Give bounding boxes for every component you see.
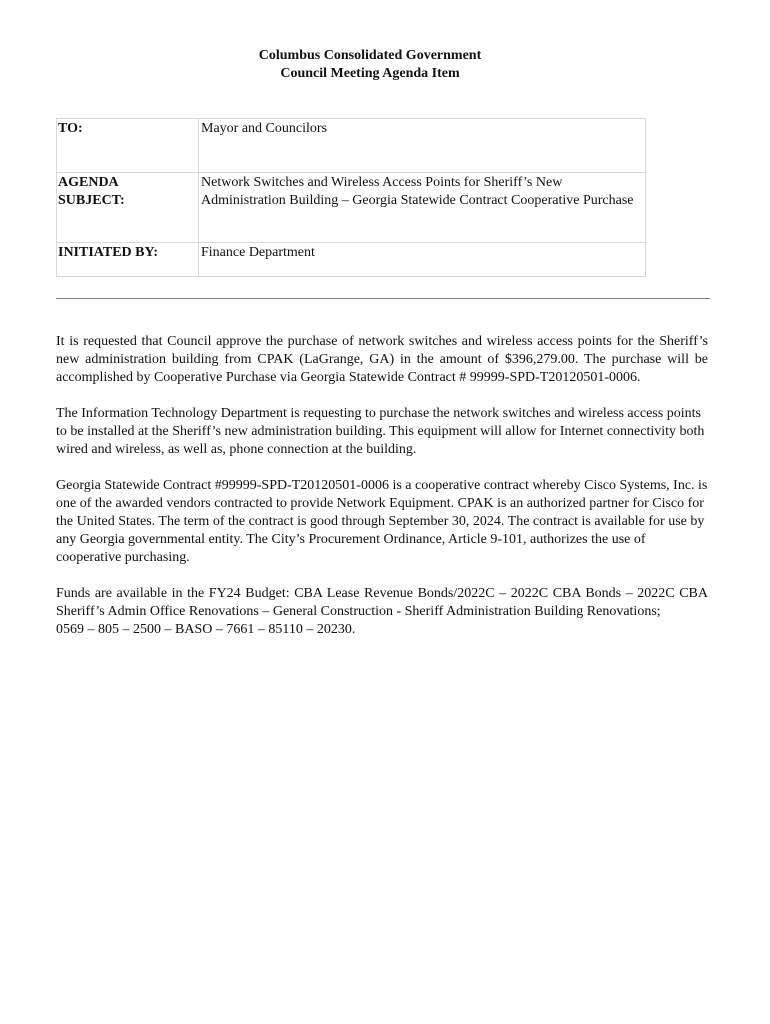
organization-title: Columbus Consolidated Government [258, 48, 482, 63]
agenda-info-table [56, 118, 646, 277]
to-label: TO: [57, 119, 199, 173]
paragraph-it-department: The Information Technology Department is requesting to purchase the network switches and wireless access points to be installed at the Sheriff’s new administration building. This equipment will allow for Internet connectivity both wired and wireless, as well as, phone connection at the building. [56, 406, 705, 457]
subject-row [57, 173, 646, 243]
document-header [0, 47, 740, 83]
subject-value: Network Switches and Wireless Access Points for Sheriff’s New Administration Building – Georgia Statewide Contract Cooperative Purchase [199, 173, 646, 243]
account-number-line: 0569 – 805 – 2500 – BASO – 7661 – 85110 – 20230. [56, 622, 356, 637]
initiated-label: INITIATED BY: [57, 243, 199, 277]
paragraph-funds: Funds are available in the FY24 Budget: CBA Lease Revenue Bonds/2022C – 2022C CBA Bonds – 2022C CBA Sheriff’s Admin Office Renovations – General Construction - Sheriff Administration Building Renovations; [56, 586, 708, 619]
to-row [57, 119, 646, 173]
document-body [56, 333, 708, 639]
initiated-value: Finance Department [199, 243, 646, 277]
to-value: Mayor and Councilors [199, 119, 646, 173]
horizontal-divider [56, 298, 710, 299]
paragraph-contract: Georgia Statewide Contract #99999-SPD-T20120501-0006 is a cooperative contract whereby Cisco Systems, Inc. is one of the awarded vendors contracted to provide Network Equipment. CPAK is an authorized partner for Cisco for the United States. The term of the contract is good through September 30, 2024. The contract is available for use by any Georgia governmental entity. The City’s Procurement Ordinance, Article 9-101, authorizes the use of cooperative purchasing. [56, 478, 708, 565]
subject-label-line1: AGENDA [58, 175, 119, 190]
subject-label-line2: SUBJECT: [58, 193, 125, 208]
initiated-row [57, 243, 646, 277]
subject-label [57, 173, 199, 243]
document-title: Council Meeting Agenda Item [280, 66, 460, 81]
paragraph-request: It is requested that Council approve the purchase of network switches and wireless access points for the Sheriff’s new administration building from CPAK (LaGrange, GA) in the amount of $396,279.00. The purchase will be accomplished by Cooperative Purchase via Georgia Statewide Contract # 99999-SPD-T20120501-0006. [56, 334, 708, 385]
